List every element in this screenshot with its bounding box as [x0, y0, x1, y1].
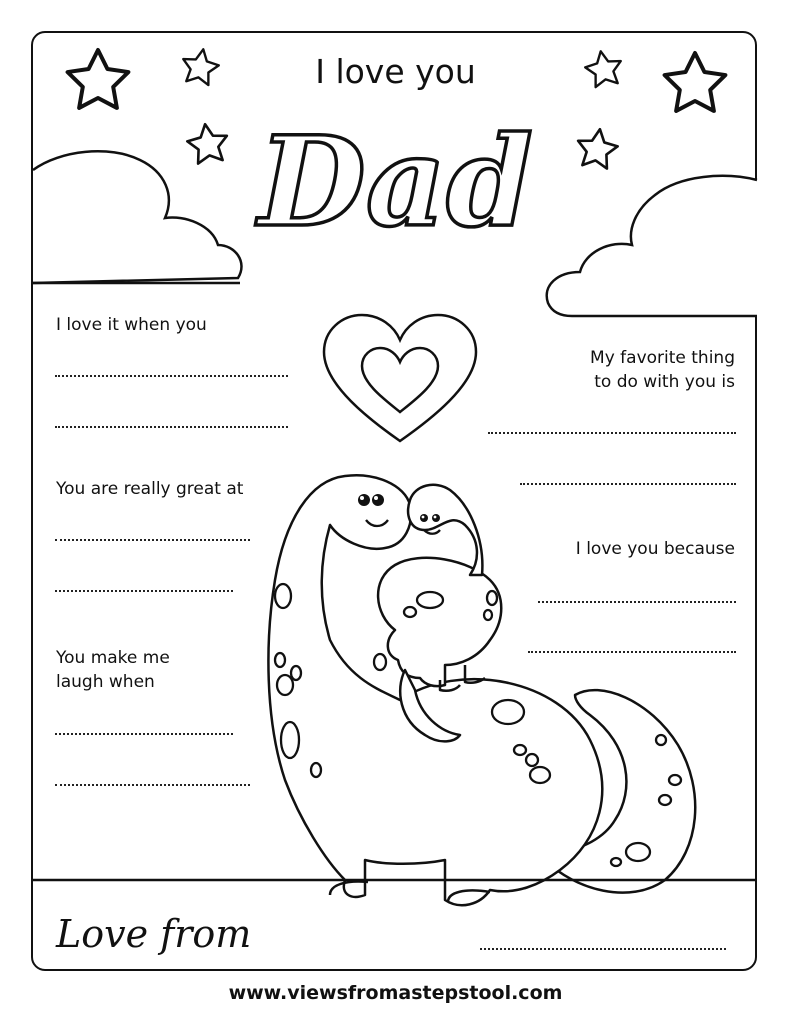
prompt-favorite-line2: to do with you is	[594, 372, 735, 392]
prompt-favorite-line1: My favorite thing	[590, 348, 735, 368]
prompt-love-it-when: I love it when you	[56, 315, 207, 335]
answer-line[interactable]	[55, 375, 288, 377]
smile-icon	[424, 530, 440, 534]
answer-line[interactable]	[520, 483, 736, 485]
answer-line[interactable]	[55, 590, 233, 592]
answer-line[interactable]	[538, 601, 736, 603]
answer-line[interactable]	[55, 539, 250, 541]
page-title: Dad	[258, 110, 533, 255]
website-link[interactable]: www.viewsfromastepstool.com	[228, 982, 563, 1004]
prompt-because: I love you because	[575, 539, 735, 559]
heart-icon	[324, 315, 476, 441]
answer-line[interactable]	[55, 426, 288, 428]
prompt-great-at: You are really great at	[56, 479, 244, 499]
answer-line[interactable]	[528, 651, 736, 653]
love-from-label: Love from	[56, 912, 252, 956]
answer-line[interactable]	[55, 784, 250, 786]
signature-line[interactable]	[480, 948, 726, 950]
prompt-laugh-line1: You make me	[56, 648, 170, 668]
prompt-laugh-line2: laugh when	[56, 672, 155, 692]
header-text: I love you	[315, 52, 476, 91]
answer-line[interactable]	[55, 733, 233, 735]
answer-line[interactable]	[488, 432, 736, 434]
